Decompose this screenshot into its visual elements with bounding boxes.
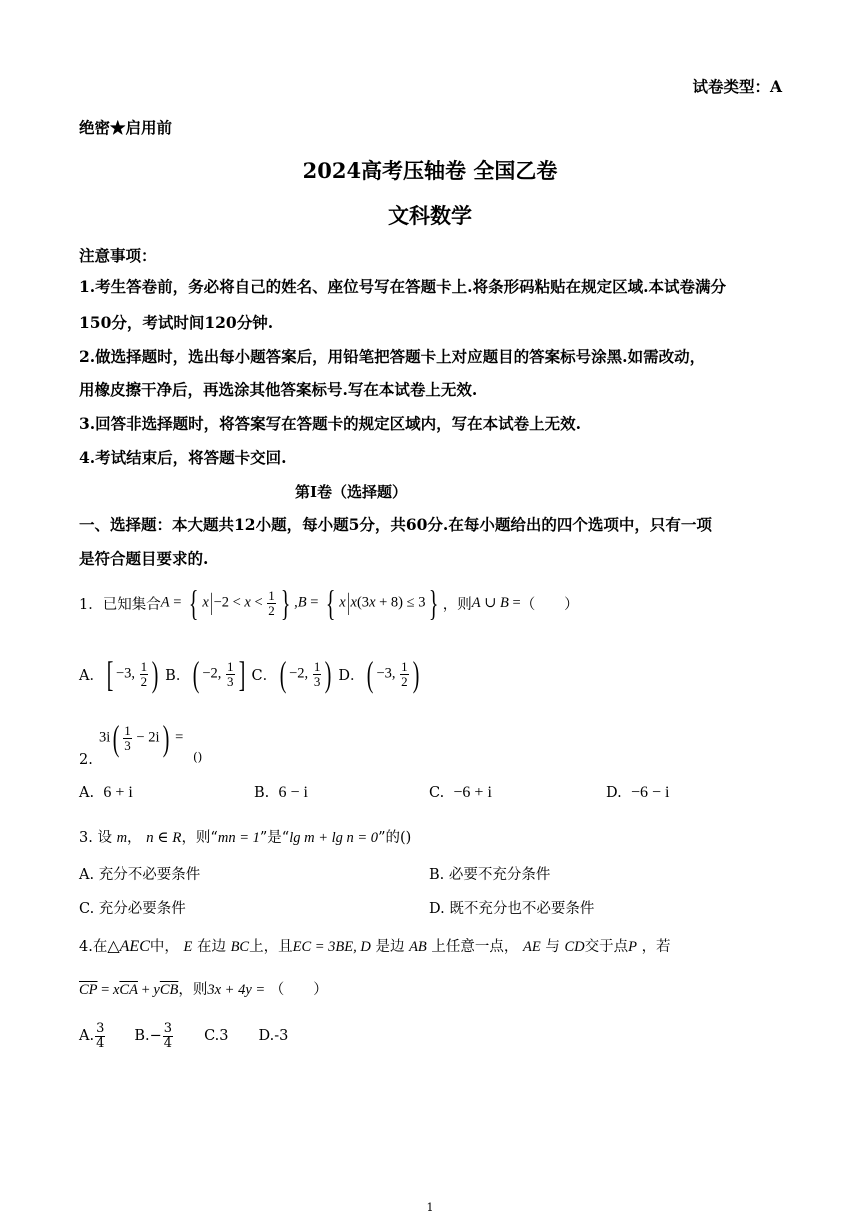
q2-option-b: B. 6 − i: [254, 784, 308, 801]
question-3: 3. 设 m， n ∈ R，则“mn = 1”是“lg m + lg n = 0”的(): [79, 830, 412, 846]
exam-title: 2024高考压轴卷 全国乙卷: [302, 158, 558, 183]
q1-option-d-label: D．: [338, 667, 365, 684]
section-intro-line-2: 是符合题目要求的.: [79, 549, 209, 568]
question-1-options: [79, 654, 422, 694]
question-4-options: [79, 1016, 288, 1056]
q2-option-a: A. 6 + i: [79, 784, 133, 801]
question-3-condition-2: lg m + lg n = 0: [289, 830, 379, 846]
q1-option-a-label: A．: [79, 667, 104, 684]
question-4-condition: EC = 3BE, D: [292, 939, 371, 955]
question-1-prefix: 1．已知集合: [79, 596, 161, 613]
q2-option-d: D. −6 − i: [606, 784, 670, 801]
q3-option-b: B. 必要不充分条件: [429, 867, 551, 883]
exam-subject: 文科数学: [388, 203, 472, 228]
q3-option-d: D. 既不充分也不必要条件: [429, 901, 595, 917]
q2-option-d-value: −6 − i: [630, 784, 670, 801]
question-2-expression: 3i( $\frac{1}{3}$ − 2i) =: [99, 718, 184, 758]
q2-option-b-value: 6 − i: [278, 784, 308, 801]
notice-item-4: 4.考试结束后，将答题卡交回.: [79, 448, 287, 467]
q4-option-d: D.-3: [258, 1028, 289, 1044]
page-number: 1: [426, 1201, 434, 1214]
question-3-domain: n ∈ R: [146, 830, 182, 846]
question-4-expression: 3x + 4y =: [207, 982, 266, 998]
q4-option-b-label: B.−: [134, 1028, 162, 1044]
q1-option-a-value: [ −3, $\frac{1}{2}$ ): [106, 654, 159, 694]
question-4-line-1: 4.在△AEC中， E 在边 BC上，且EC = 3BE, D 是边 AB 上任意一点， AE 与 CD交于点P ，若: [79, 938, 671, 955]
q4-option-b-value: $\frac{3}{4}$: [163, 1020, 173, 1051]
q2-option-a-value: 6 + i: [103, 784, 133, 801]
q4-option-a-value: $\frac{3}{4}$: [96, 1020, 105, 1051]
question-2-blank: (): [193, 750, 203, 764]
q1-option-b-label: B．: [165, 667, 191, 684]
notice-item-1-line-2: 150分，考试时间120分钟.: [79, 313, 274, 332]
notice-item-2-line-1: 2.做选择题时，选出每小题答案后，用铅笔把答题卡上对应题目的答案标号涂黑.如需改动，: [79, 347, 706, 366]
question-1-set-a: A = { x|−2 < x < $\frac{1}{2}$ } ,B = { x|x(3x + 8) ≤ 3 }: [160, 583, 439, 623]
question-1-union: A ∪ B =: [471, 594, 521, 611]
q1-option-b-value: ( −2, $\frac{1}{3}$ ]: [193, 654, 245, 694]
question-4-blank: （ ）: [269, 982, 328, 998]
question-1: [79, 583, 579, 623]
confidential-label: 绝密★启用前: [79, 118, 173, 137]
q3-option-c: C. 充分必要条件: [79, 901, 186, 917]
q2-option-c: C. −6 + i: [429, 784, 492, 801]
q2-option-c-value: −6 + i: [453, 784, 492, 801]
q1-option-c-label: C．: [251, 667, 278, 684]
q1-option-c-value: ( −2, $\frac{1}{3}$ ): [279, 654, 332, 694]
question-2-number: 2.: [79, 752, 93, 768]
question-4-line-2: $\overline{CP} = x\overline{CA} + y\overline{CB}$，则3x + 4y = （ ）: [79, 982, 328, 998]
question-3-condition-1: mn = 1: [217, 830, 260, 846]
q4-option-c: C.3: [204, 1028, 229, 1044]
notice-item-1-line-1: 1.考生答卷前，务必将自己的姓名、座位号写在答题卡上.将条形码粘贴在规定区域.本试卷满分: [79, 277, 726, 296]
volume-heading: 第Ⅰ卷（选择题）: [294, 483, 408, 501]
q4-option-a-label: A.: [79, 1028, 95, 1044]
q3-option-a: A. 充分不必要条件: [79, 867, 201, 883]
notice-item-3: 3.回答非选择题时，将答案写在答题卡的规定区域内，写在本试卷上无效.: [79, 414, 582, 433]
question-4-triangle: △AEC: [107, 938, 150, 955]
question-1-blank: （ ）: [520, 596, 579, 613]
section-intro-line-1: 一、选择题：本大题共12小题，每小题5分，共60分.在每小题给出的四个选项中，只有一项: [79, 515, 712, 534]
question-1-suffix: ，则: [442, 596, 472, 613]
q1-option-d-value: ( −3, $\frac{1}{2}$ ): [367, 654, 419, 694]
question-4-vector-equation: $\overline{CP} = x\overline{CA} + y\overline{CB}$: [79, 982, 179, 998]
notice-item-2-line-2: 用橡皮擦干净后，再选涂其他答案标号.写在本试卷上无效.: [79, 380, 478, 399]
notice-heading: 注意事项：: [79, 246, 157, 265]
paper-type: 试卷类型：A: [692, 77, 782, 96]
